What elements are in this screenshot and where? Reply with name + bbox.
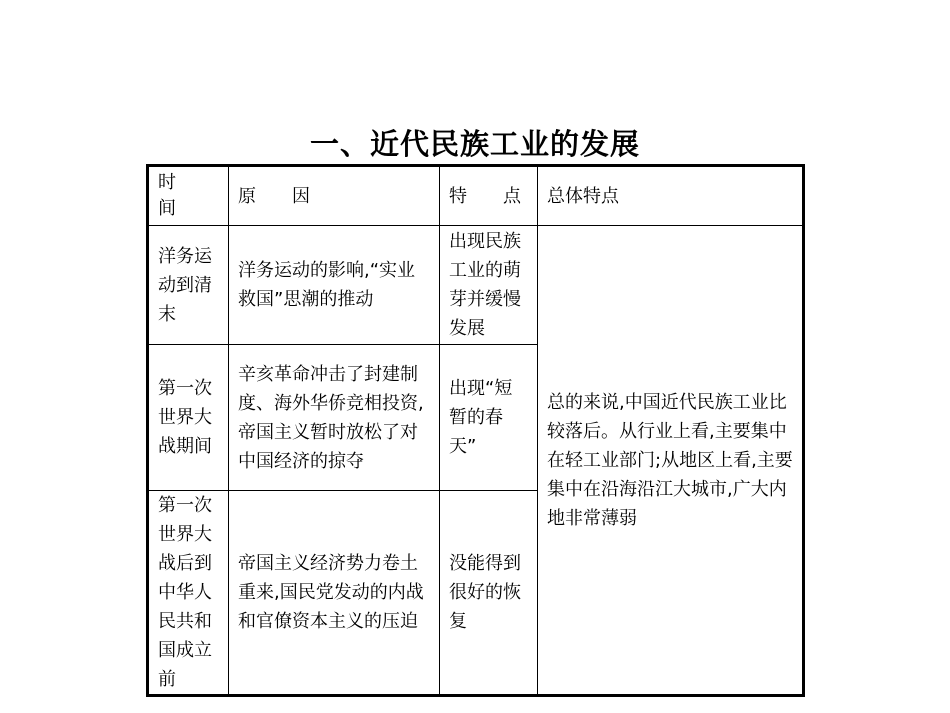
header-overall: 总体特点 (538, 166, 804, 226)
row-reason-cell: 辛亥革命冲击了封建制度、海外华侨竞相投资,帝国主义暂时放松了对中国经济的掠夺 (229, 345, 440, 491)
header-feature: 特 点 (440, 166, 538, 226)
header-time: 时 间 (148, 166, 229, 226)
table-row (148, 226, 804, 345)
row-feature-cell: 没能得到很好的恢复 (440, 491, 538, 696)
header-reason: 原 因 (229, 166, 440, 226)
overall-summary-cell: 总的来说,中国近代民族工业比较落后。从行业上看,主要集中在轻工业部门;从地区上看,主要集中在沿海沿江大城市,广大内地非常薄弱 (538, 226, 804, 696)
page-title: 一、近代民族工业的发展 (309, 127, 640, 161)
row-feature-cell: 出现“短暂的春天” (440, 345, 538, 491)
row-reason-cell: 帝国主义经济势力卷土重来,国民党发动的内战和官僚资本主义的压迫 (229, 491, 440, 696)
row-reason-cell: 洋务运动的影响,“实业救国”思潮的推动 (229, 226, 440, 345)
row-time-cell: 洋务运动到清末 (148, 226, 229, 345)
row-time-cell: 第一次世界大战期间 (148, 345, 229, 491)
industry-development-table (146, 164, 805, 697)
table-header-row (148, 166, 804, 226)
row-feature-cell: 出现民族工业的萌芽并缓慢发展 (440, 226, 538, 345)
row-time-cell: 第一次世界大战后到中华人民共和国成立前 (148, 491, 229, 696)
